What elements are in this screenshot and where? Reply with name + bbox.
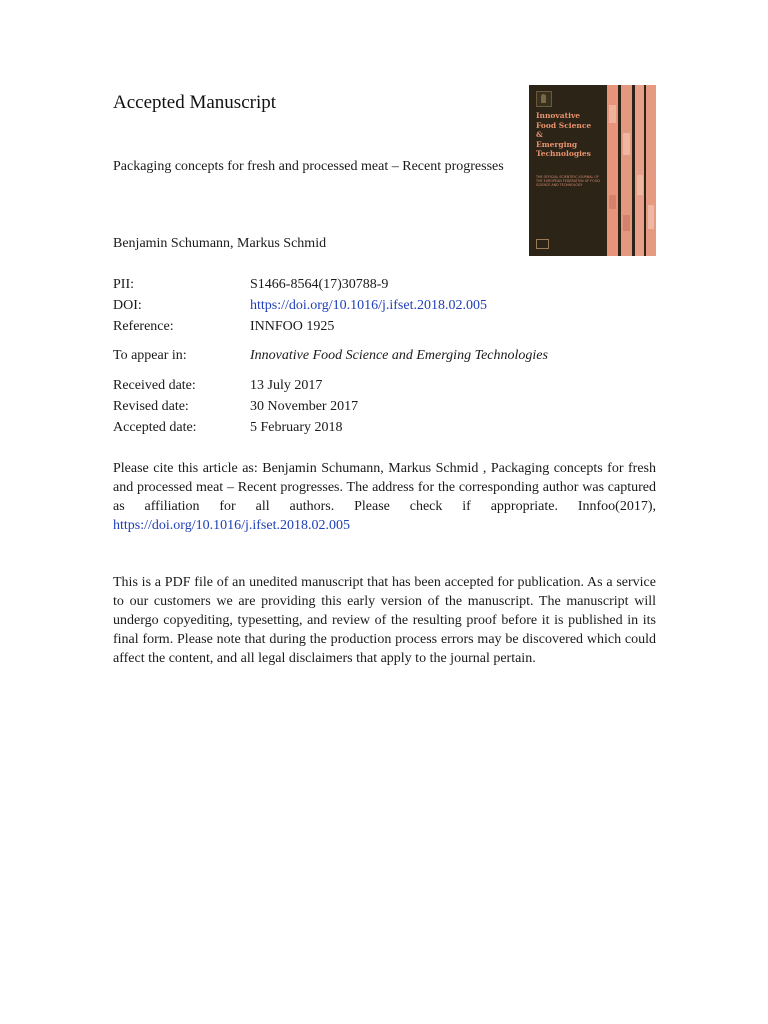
journal-cover bbox=[529, 85, 656, 256]
appear-label: To appear in: bbox=[113, 348, 187, 363]
citation-paragraph bbox=[113, 459, 656, 535]
cover-stripes-graphic bbox=[606, 85, 656, 256]
cover-title bbox=[536, 111, 604, 159]
pii-label: PII: bbox=[113, 277, 134, 292]
accepted-value: 5 February 2018 bbox=[250, 420, 343, 435]
article-title: Packaging concepts for fresh and processed meat – Recent progresses bbox=[113, 159, 504, 174]
revised-label: Revised date: bbox=[113, 399, 189, 414]
manuscript-heading: Accepted Manuscript bbox=[113, 92, 277, 113]
article-authors: Benjamin Schumann, Markus Schmid bbox=[113, 236, 327, 251]
citation-text: Please cite this article as: Benjamin Schumann, Markus Schmid , Packaging concepts for fresh and processed meat – Recent progresses. The address for the corresponding author was captured as affiliation for all authors. Please check if appropriate. Innfoo(2017), bbox=[113, 461, 656, 514]
cover-title-line: Emerging bbox=[536, 139, 578, 149]
doi-link[interactable]: https://doi.org/10.1016/j.ifset.2018.02.005 bbox=[250, 298, 487, 313]
accepted-label: Accepted date: bbox=[113, 420, 197, 435]
doi-label: DOI: bbox=[113, 298, 142, 313]
received-value: 13 July 2017 bbox=[250, 378, 323, 393]
journal-name: Innovative Food Science and Emerging Technologies bbox=[250, 348, 548, 363]
cover-title-line: Technologies bbox=[536, 149, 591, 158]
cover-subtitle: THE OFFICIAL SCIENTIFIC JOURNAL OF THE EUROPEAN FEDERATION OF FOOD SCIENCE AND TECHNOLOGY bbox=[536, 175, 600, 187]
disclaimer-paragraph: This is a PDF file of an unedited manuscript that has been accepted for publication. As a service to our customers we are providing this early version of the manuscript. The manuscript will undergo copyediting, typesetting, and review of the resulting proof before it is published in its final form. Please note that during the production process errors may be discovered which could affect the content, and all legal disclaimers that apply to the journal pertain. bbox=[113, 575, 656, 666]
received-label: Received date: bbox=[113, 378, 196, 393]
citation-doi-link[interactable]: https://doi.org/10.1016/j.ifset.2018.02.005 bbox=[113, 518, 350, 533]
revised-value: 30 November 2017 bbox=[250, 399, 359, 414]
cover-title-line: Innovative bbox=[536, 111, 581, 120]
reference-label: Reference: bbox=[113, 319, 174, 334]
elsevier-tree-icon bbox=[536, 91, 552, 107]
cover-badge bbox=[536, 239, 549, 249]
cover-title-line: Food Science bbox=[536, 120, 592, 130]
cover-title-line: & bbox=[536, 130, 543, 139]
reference-value: INNFOO 1925 bbox=[250, 319, 335, 334]
pii-value: S1466-8564(17)30788-9 bbox=[250, 277, 389, 292]
